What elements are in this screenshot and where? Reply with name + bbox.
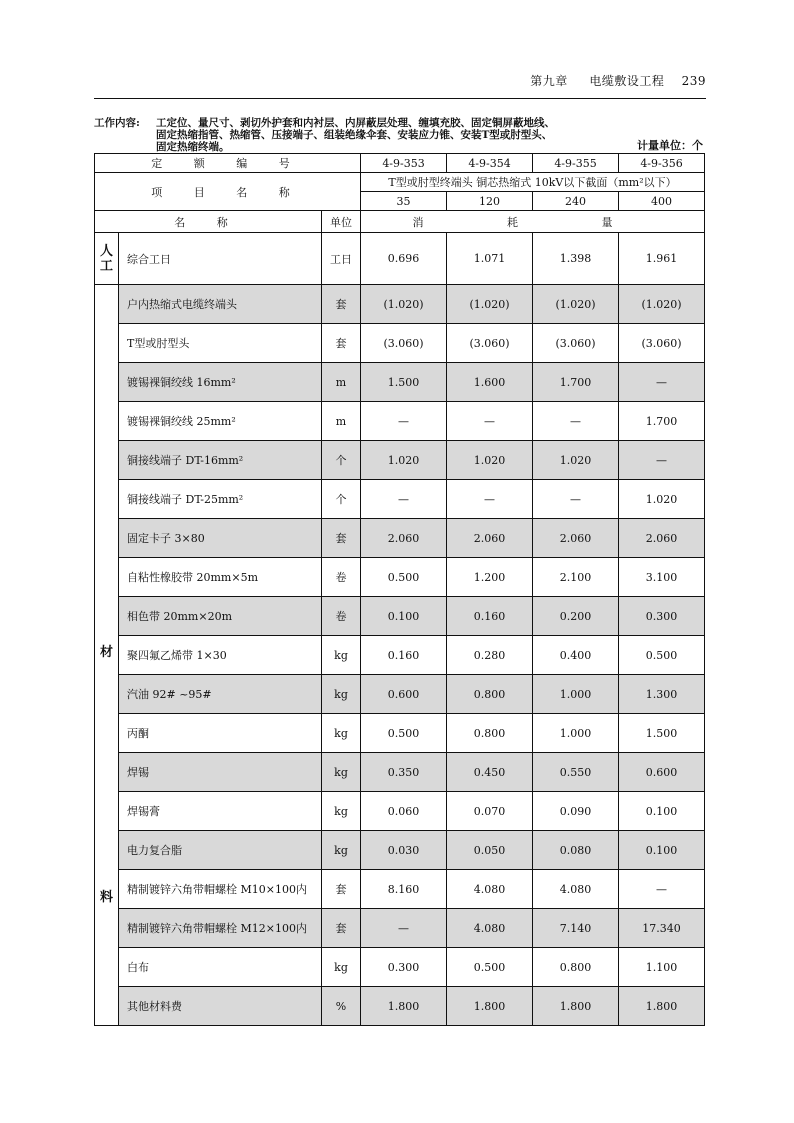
material-unit: 套: [322, 870, 361, 909]
material-value: 1.500: [361, 363, 447, 402]
material-unit: 套: [322, 519, 361, 558]
material-value: —: [361, 909, 447, 948]
page-header: [530, 72, 706, 89]
labor-unit: 工日: [322, 233, 361, 285]
material-value: 7.140: [533, 909, 619, 948]
material-value: —: [533, 480, 619, 519]
material-value: 3.100: [619, 558, 705, 597]
material-unit: kg: [322, 714, 361, 753]
material-value: 8.160: [361, 870, 447, 909]
material-value: 0.070: [447, 792, 533, 831]
labor-row: [95, 233, 705, 285]
material-value: —: [447, 480, 533, 519]
material-value: —: [361, 402, 447, 441]
material-row: [95, 519, 705, 558]
material-value: 1.600: [447, 363, 533, 402]
material-value: 1.000: [533, 675, 619, 714]
code-cell: 4-9-355: [533, 154, 619, 173]
material-value: 4.080: [533, 870, 619, 909]
material-value: 0.550: [533, 753, 619, 792]
material-name: 精制镀锌六角带帽螺栓 M12×100内: [119, 909, 322, 948]
subtitle-row: [95, 173, 705, 192]
material-name: 聚四氟乙烯带 1×30: [119, 636, 322, 675]
material-unit: kg: [322, 948, 361, 987]
material-unit: 卷: [322, 597, 361, 636]
material-row: [95, 870, 705, 909]
material-value: (1.020): [361, 285, 447, 324]
col-name: 名 称: [95, 211, 322, 233]
material-name: 铜接线端子 DT-16mm²: [119, 441, 322, 480]
work-line: 固定热缩终端。: [156, 141, 230, 153]
material-value: (3.060): [361, 324, 447, 363]
labor-value: 1.961: [619, 233, 705, 285]
material-row: [95, 363, 705, 402]
material-unit: 个: [322, 441, 361, 480]
material-name: 镀锡裸铜绞线 25mm²: [119, 402, 322, 441]
material-unit: 个: [322, 480, 361, 519]
material-row: [95, 753, 705, 792]
material-value: (3.060): [447, 324, 533, 363]
material-unit: m: [322, 402, 361, 441]
material-value: (1.020): [619, 285, 705, 324]
material-cat-char: 料: [99, 890, 113, 905]
material-value: 0.300: [619, 597, 705, 636]
material-name: 电力复合脂: [119, 831, 322, 870]
material-unit: kg: [322, 675, 361, 714]
material-row: [95, 792, 705, 831]
material-value: 4.080: [447, 870, 533, 909]
material-row: [95, 441, 705, 480]
material-value: 17.340: [619, 909, 705, 948]
material-name: 相色带 20mm×20m: [119, 597, 322, 636]
material-row: [95, 636, 705, 675]
code-cell: 4-9-353: [361, 154, 447, 173]
section-cell: 120: [447, 192, 533, 211]
material-name: T型或肘型头: [119, 324, 322, 363]
material-name: 其他材料费: [119, 987, 322, 1026]
materials-body: [95, 285, 705, 1026]
code-cell: 4-9-354: [447, 154, 533, 173]
material-unit: 套: [322, 909, 361, 948]
material-value: —: [619, 870, 705, 909]
labor-cat-char: 工: [99, 258, 113, 274]
material-value: 4.080: [447, 909, 533, 948]
item-subtitle: T型或肘型终端头 铜芯热缩式 10kV以下截面（mm²以下）: [361, 173, 705, 192]
material-name: 焊锡膏: [119, 792, 322, 831]
material-value: 0.600: [619, 753, 705, 792]
material-value: 1.700: [533, 363, 619, 402]
material-value: 1.800: [619, 987, 705, 1026]
code-row: [95, 154, 705, 173]
material-name: 固定卡子 3×80: [119, 519, 322, 558]
material-value: 0.030: [361, 831, 447, 870]
labor-cat-char: 人: [99, 243, 113, 259]
material-value: (1.020): [533, 285, 619, 324]
page-number: 239: [681, 74, 706, 88]
work-label: 工作内容:: [94, 117, 140, 129]
material-name: 自粘性橡胶带 20mm×5m: [119, 558, 322, 597]
material-value: 0.500: [361, 714, 447, 753]
material-name: 铜接线端子 DT-25mm²: [119, 480, 322, 519]
material-row: [95, 909, 705, 948]
material-value: 0.090: [533, 792, 619, 831]
labor-value: 0.696: [361, 233, 447, 285]
material-value: 0.350: [361, 753, 447, 792]
material-value: —: [361, 480, 447, 519]
header-rule: [94, 98, 706, 99]
material-row: [95, 402, 705, 441]
material-value: 0.500: [619, 636, 705, 675]
material-value: 0.800: [447, 675, 533, 714]
material-row: [95, 948, 705, 987]
material-value: 2.060: [619, 519, 705, 558]
material-value: 1.020: [533, 441, 619, 480]
material-unit: m: [322, 363, 361, 402]
material-value: 0.300: [361, 948, 447, 987]
chapter-title: 电缆敷设工程: [589, 74, 665, 88]
material-value: 0.200: [533, 597, 619, 636]
material-value: 0.050: [447, 831, 533, 870]
section-cell: 400: [619, 192, 705, 211]
material-value: 1.800: [361, 987, 447, 1026]
material-value: 1.200: [447, 558, 533, 597]
material-value: 0.800: [533, 948, 619, 987]
material-value: 0.160: [361, 636, 447, 675]
material-row: [95, 597, 705, 636]
work-line: 固定热缩指管、热缩管、压接端子、组装绝缘伞套、安装应力锥、安装T型或肘型头、: [156, 129, 553, 141]
material-value: 0.280: [447, 636, 533, 675]
code-label: 定 额 编 号: [95, 154, 361, 173]
material-value: —: [619, 363, 705, 402]
material-value: 1.020: [361, 441, 447, 480]
labor-value: 1.398: [533, 233, 619, 285]
material-row: [95, 831, 705, 870]
material-value: 0.600: [361, 675, 447, 714]
material-unit: kg: [322, 753, 361, 792]
unit-note: 计量单位：个: [637, 139, 703, 152]
section-cell: 35: [361, 192, 447, 211]
material-unit: 卷: [322, 558, 361, 597]
material-unit: kg: [322, 792, 361, 831]
material-value: 0.800: [447, 714, 533, 753]
material-name: 汽油 92# ~95#: [119, 675, 322, 714]
material-category: [95, 285, 119, 1026]
code-cell: 4-9-356: [619, 154, 705, 173]
material-value: 0.500: [361, 558, 447, 597]
material-row: [95, 324, 705, 363]
material-value: 1.300: [619, 675, 705, 714]
material-value: 0.100: [619, 792, 705, 831]
material-value: 1.800: [533, 987, 619, 1026]
material-value: 0.080: [533, 831, 619, 870]
material-unit: kg: [322, 636, 361, 675]
material-value: 0.160: [447, 597, 533, 636]
material-value: (1.020): [447, 285, 533, 324]
material-value: 0.100: [619, 831, 705, 870]
material-name: 白布: [119, 948, 322, 987]
material-name: 焊锡: [119, 753, 322, 792]
material-unit: %: [322, 987, 361, 1026]
column-header-row: [95, 211, 705, 233]
item-label: 项 目 名 称: [95, 173, 361, 211]
material-value: 1.020: [619, 480, 705, 519]
material-value: 2.060: [447, 519, 533, 558]
labor-category: [95, 233, 119, 285]
material-value: 1.020: [447, 441, 533, 480]
section-cell: 240: [533, 192, 619, 211]
material-name: 户内热缩式电缆终端头: [119, 285, 322, 324]
material-value: (3.060): [533, 324, 619, 363]
material-row: [95, 558, 705, 597]
col-unit: 单位: [322, 211, 361, 233]
material-row: [95, 285, 705, 324]
work-line: 工定位、量尺寸、剥切外护套和内衬层、内屏蔽层处理、缠填充胶、固定铜屏蔽地线、: [156, 117, 555, 129]
material-row: [95, 714, 705, 753]
material-value: 0.400: [533, 636, 619, 675]
material-value: 2.060: [533, 519, 619, 558]
material-value: 2.100: [533, 558, 619, 597]
col-consume: 消 耗 量: [361, 211, 705, 233]
material-name: 丙酮: [119, 714, 322, 753]
quota-table: [94, 153, 705, 1026]
material-value: 0.500: [447, 948, 533, 987]
material-cat-char: 材: [99, 645, 113, 660]
material-value: 1.800: [447, 987, 533, 1026]
material-value: 1.700: [619, 402, 705, 441]
material-value: —: [533, 402, 619, 441]
labor-value: 1.071: [447, 233, 533, 285]
material-value: 0.060: [361, 792, 447, 831]
material-name: 精制镀锌六角带帽螺栓 M10×100内: [119, 870, 322, 909]
material-value: 1.500: [619, 714, 705, 753]
material-value: —: [619, 441, 705, 480]
material-value: 0.100: [361, 597, 447, 636]
material-row: [95, 675, 705, 714]
labor-name: 综合工日: [119, 233, 322, 285]
material-unit: kg: [322, 831, 361, 870]
material-name: 镀锡裸铜绞线 16mm²: [119, 363, 322, 402]
material-value: (3.060): [619, 324, 705, 363]
material-value: 1.000: [533, 714, 619, 753]
material-row: [95, 480, 705, 519]
material-row: [95, 987, 705, 1026]
material-unit: 套: [322, 324, 361, 363]
material-value: 0.450: [447, 753, 533, 792]
material-value: 2.060: [361, 519, 447, 558]
material-unit: 套: [322, 285, 361, 324]
material-value: 1.100: [619, 948, 705, 987]
material-value: —: [447, 402, 533, 441]
chapter-label: 第九章: [530, 74, 568, 88]
